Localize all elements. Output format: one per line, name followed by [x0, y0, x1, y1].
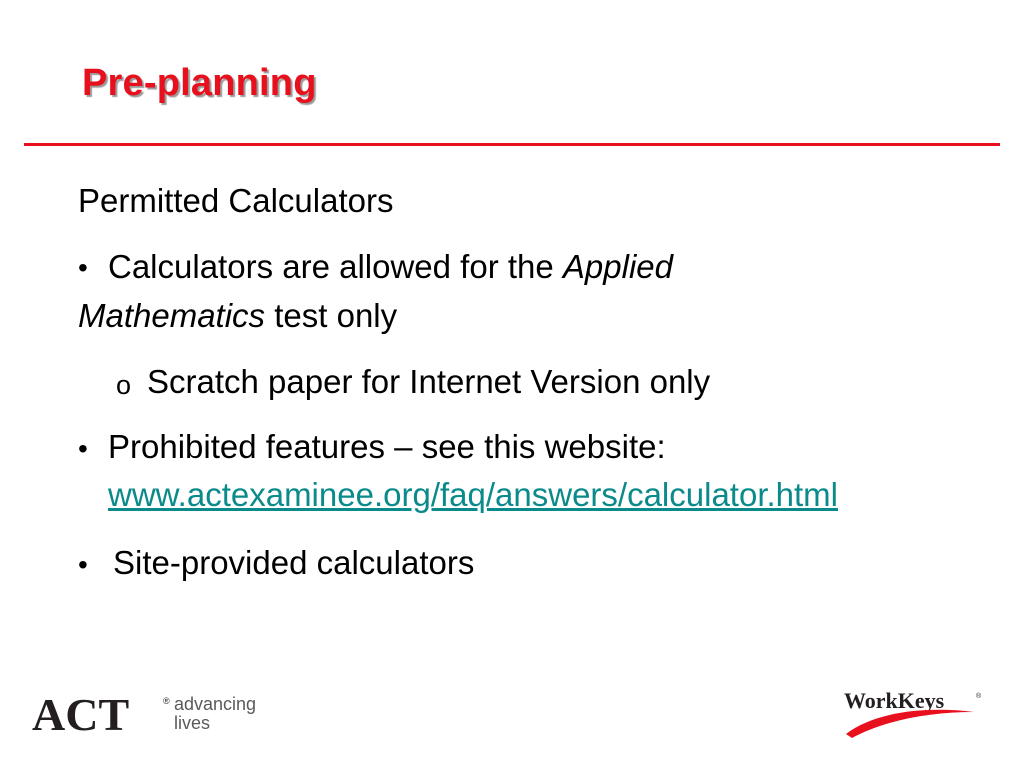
swoosh-icon: [846, 710, 974, 738]
sub-bullet-marker: o: [116, 370, 132, 400]
bullet-marker: •: [78, 549, 88, 580]
bullet-marker: •: [78, 252, 88, 283]
act-wordmark: ACT: [32, 689, 130, 736]
item1-italic-applied: Applied: [562, 248, 673, 285]
act-logo: [32, 688, 272, 741]
permitted-calculators-heading: Permitted Calculators: [78, 182, 394, 219]
act-tagline-line1: advancing: [174, 694, 257, 714]
item1-text-before: Calculators are allowed for the: [108, 248, 563, 285]
item1-italic-mathematics: Mathematics: [78, 297, 266, 334]
workkeys-logo: [840, 686, 990, 747]
title-divider: [24, 143, 1000, 146]
item2-text: Prohibited features – see this website:: [108, 428, 666, 465]
act-logo-graphic: [32, 688, 272, 736]
item1-text-after: test only: [265, 297, 398, 334]
workkeys-wordmark: WorkKeys: [844, 688, 945, 713]
act-tagline-line2: lives: [174, 713, 211, 733]
calculator-policy-link[interactable]: www.actexaminee.org/faq/answers/calculator.html: [108, 476, 838, 513]
registered-mark-icon: ®: [976, 693, 982, 700]
registered-mark-icon: ®: [163, 696, 170, 706]
item3-text: Site-provided calculators: [113, 544, 475, 581]
workkeys-logo-graphic: [840, 686, 990, 742]
slide-title: Pre-planning: [82, 62, 317, 104]
sub-item1-text: Scratch paper for Internet Version only: [147, 363, 711, 400]
bullet-marker: •: [78, 433, 88, 464]
